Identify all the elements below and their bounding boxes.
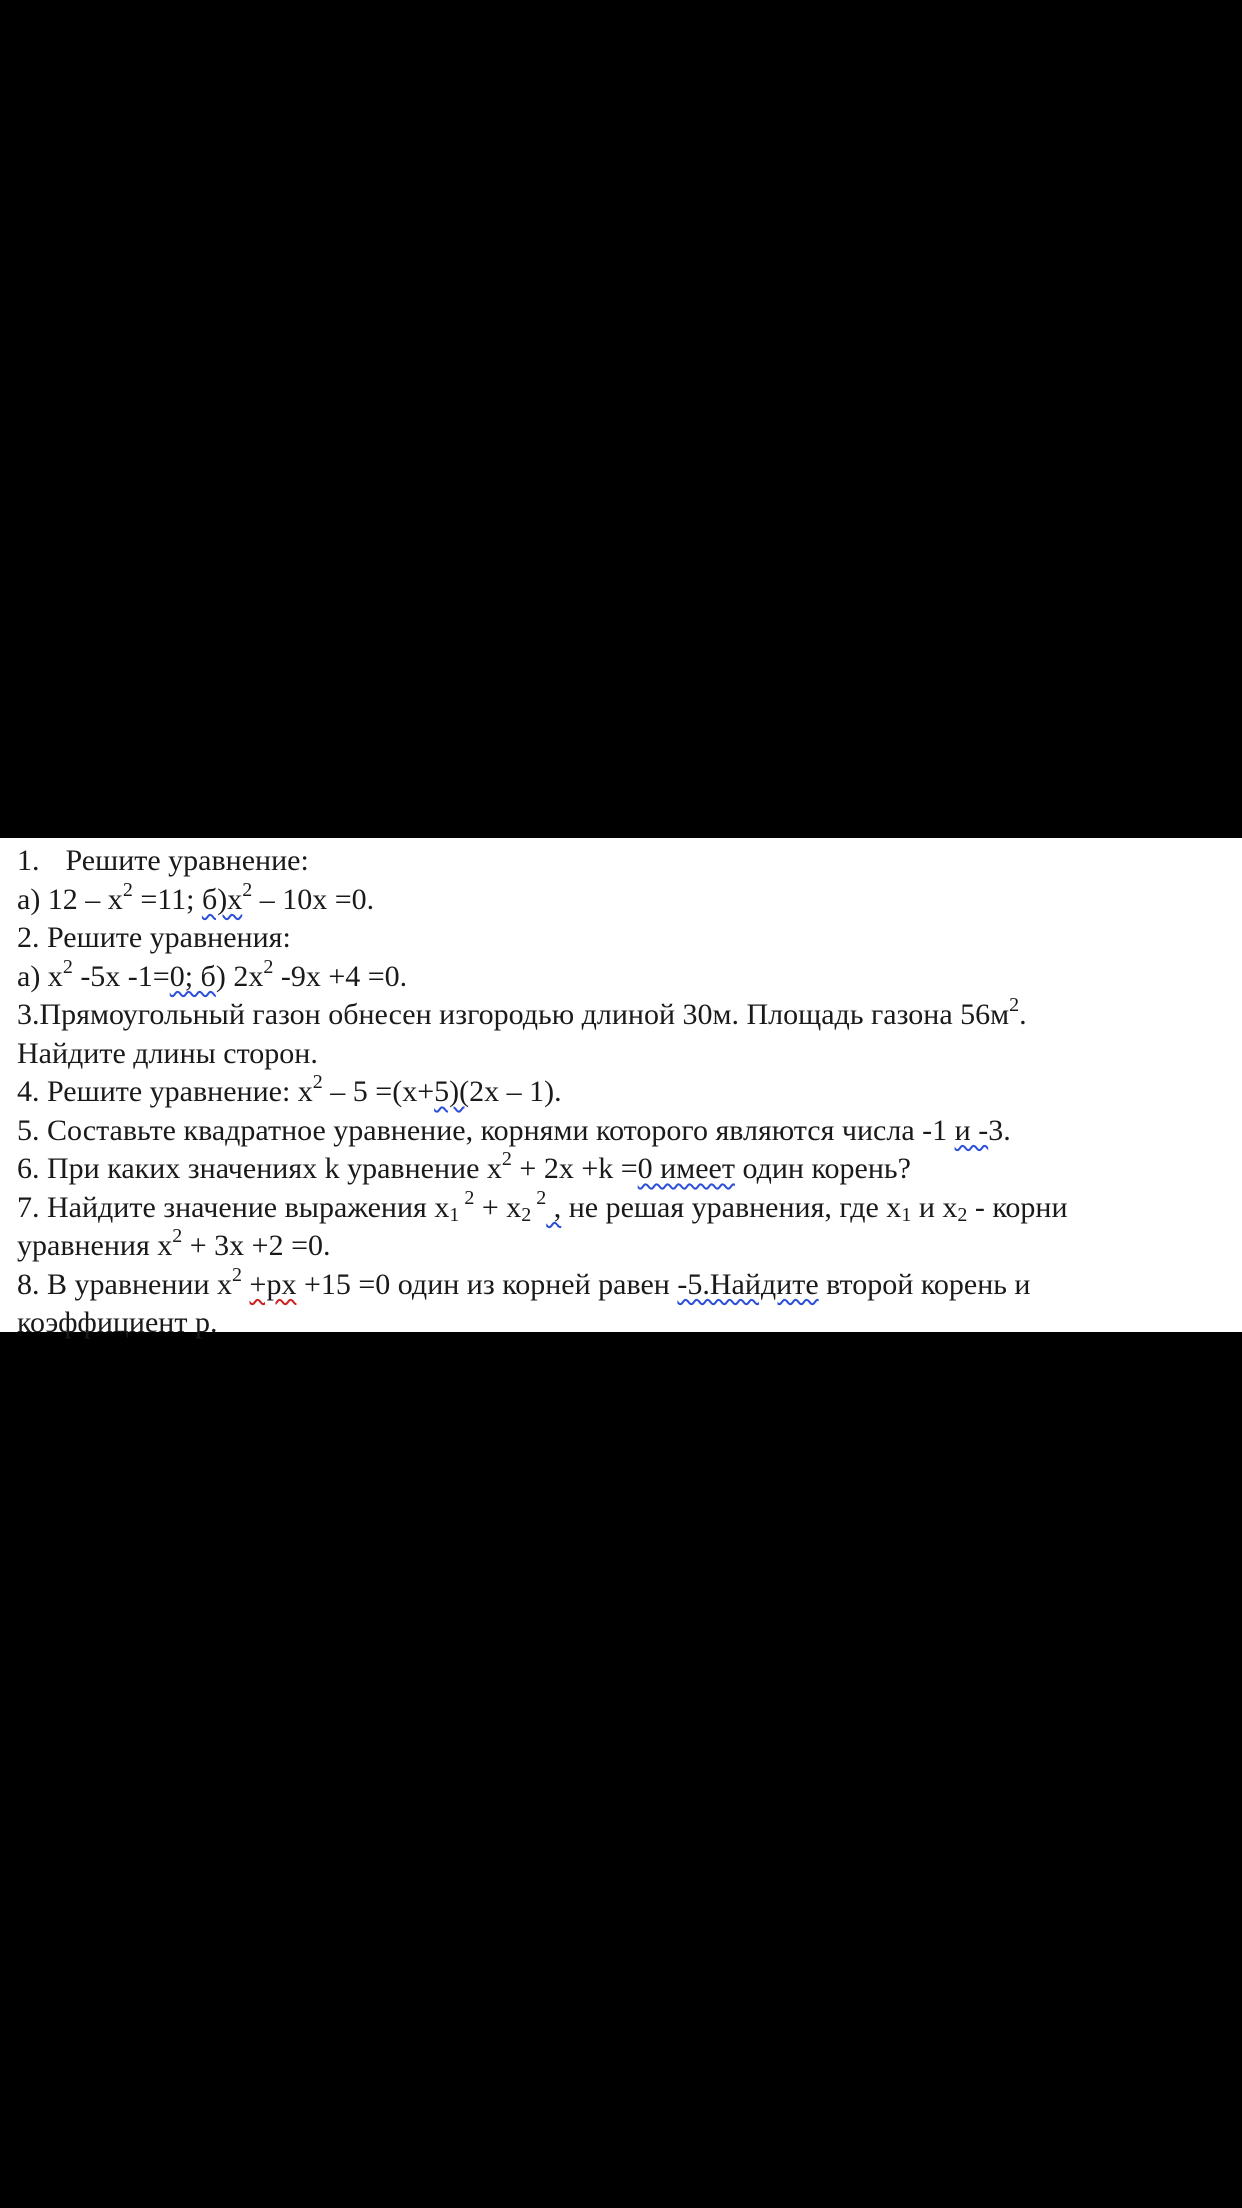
problem-3-line-1: 3.Прямоугольный газон обнесен изгородью длиной 30м. Площадь газона $56м^2$. — [17, 994, 1027, 1031]
spellcheck-mark-red: +px — [249, 1267, 297, 1301]
problem-5: 5. Составьте квадратное уравнение, корнями которого являются числа -1 и -3. — [17, 1113, 1011, 1147]
problem-8-line-2: коэффициент р. — [17, 1306, 218, 1339]
problem-1-number: 1. — [17, 844, 40, 877]
spellcheck-mark: -5.Найдите — [677, 1267, 819, 1301]
problem-8-line-1: 8. В уравнении $x^2 +px +15 =0$ один из корней равен -5.Найдите второй корень и — [17, 1263, 1031, 1301]
spellcheck-mark: 0 имеет — [637, 1152, 735, 1185]
spellcheck-mark: , — [546, 1190, 562, 1224]
problem-4: 4. Решите уравнение: $x^2 - 5 =(x+5)(2x - 1)$. — [17, 1071, 562, 1108]
problem-2-equations: а) $x^2$ -5x -1=0; б) $2x^2$ -9x +4 =0. — [17, 955, 408, 993]
problem-7-line-2: уравнения $x^2 + 3x +2 =0$. — [17, 1225, 331, 1262]
problem-1-equations: а) $12 - x^2 =11$; $б)x^2 - 10x =0$. — [17, 878, 375, 916]
spellcheck-mark: 5)( — [434, 1075, 470, 1108]
document-page — [0, 838, 1242, 1339]
spellcheck-mark: 0; б — [169, 959, 216, 993]
spellcheck-mark: и - — [954, 1113, 989, 1147]
spellcheck-mark: б)x — [201, 882, 243, 916]
problem-1-title — [17, 842, 1242, 881]
problem-6: 6. При каких значениях k уравнение $x^2 + 2x +k =0$ имеет один корень? — [17, 1148, 911, 1185]
problem-2-title: 2. Решите уравнения: — [17, 921, 291, 954]
problem-3-line-2: Найдите длины сторон. — [17, 1036, 318, 1070]
problem-7-line-1: 7. Найдите значение выражения $x_1$ $^2 + x_2$ $^2$ , не решая уравнения, где $x_1$ и $x_2$ - корни — [17, 1186, 1068, 1226]
problem-1-heading: Решите уравнение: — [65, 844, 309, 877]
